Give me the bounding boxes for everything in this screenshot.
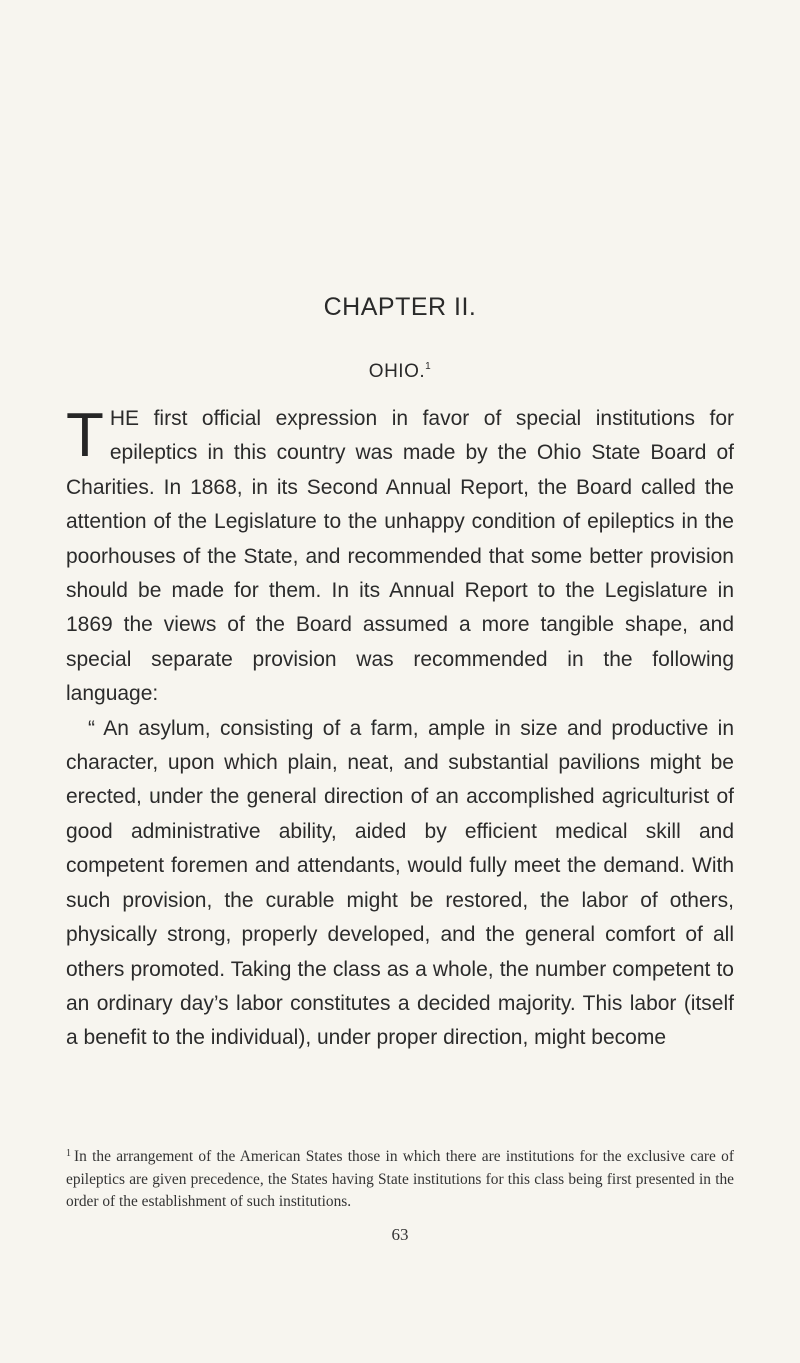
paragraph-1	[66, 402, 734, 712]
drop-cap: T	[66, 401, 104, 470]
paragraph-1-text: HE first official expression in favor of special institutions for epileptics in this country was made by the Ohio State Board of Charities. In 1868, in its Second Annual Report, the Board called the attention of the Legislature to the unhappy condition of epileptics in the poorhouses of the State, and recommended that some better provision should be made for them. In its Annual Report to the Legislature in 1869 the views of the Board assumed a more tangible shape, and special separate provision was recommended in the following language:	[66, 407, 734, 706]
body-text	[66, 402, 734, 1056]
chapter-heading: CHAPTER II.	[323, 293, 477, 321]
page-number: 63	[391, 1225, 409, 1244]
section-title	[0, 361, 800, 383]
footnote	[66, 1143, 734, 1214]
section-title-text: OHIO.	[368, 361, 426, 382]
paragraph-2: “ An asylum, consisting of a farm, ample in size and productive in character, upon which plain, neat, and substantial pavilions might be erected, under the general direction of an accomplished agriculturist of good administrative ability, aided by efficient medical skill and competent foremen and attendants, would fully meet the demand. With such provision, the curable might be restored, the labor of others, physically strong, properly developed, and the general comfort of all others promoted. Taking the class as a whole, the number competent to an ordinary day’s labor constitutes a decided majority. This labor (itself a benefit to the individual), under proper direction, might become	[66, 716, 734, 1050]
footnote-reference: 1	[425, 361, 432, 372]
footnote-text: In the arrangement of the American States those in which there are institutions for the exclusive care of epileptics are given precedence, the States having State institutions for this class being first presented in the order of the establishment of such institutions.	[66, 1148, 734, 1210]
footnote-mark: 1	[66, 1148, 71, 1159]
